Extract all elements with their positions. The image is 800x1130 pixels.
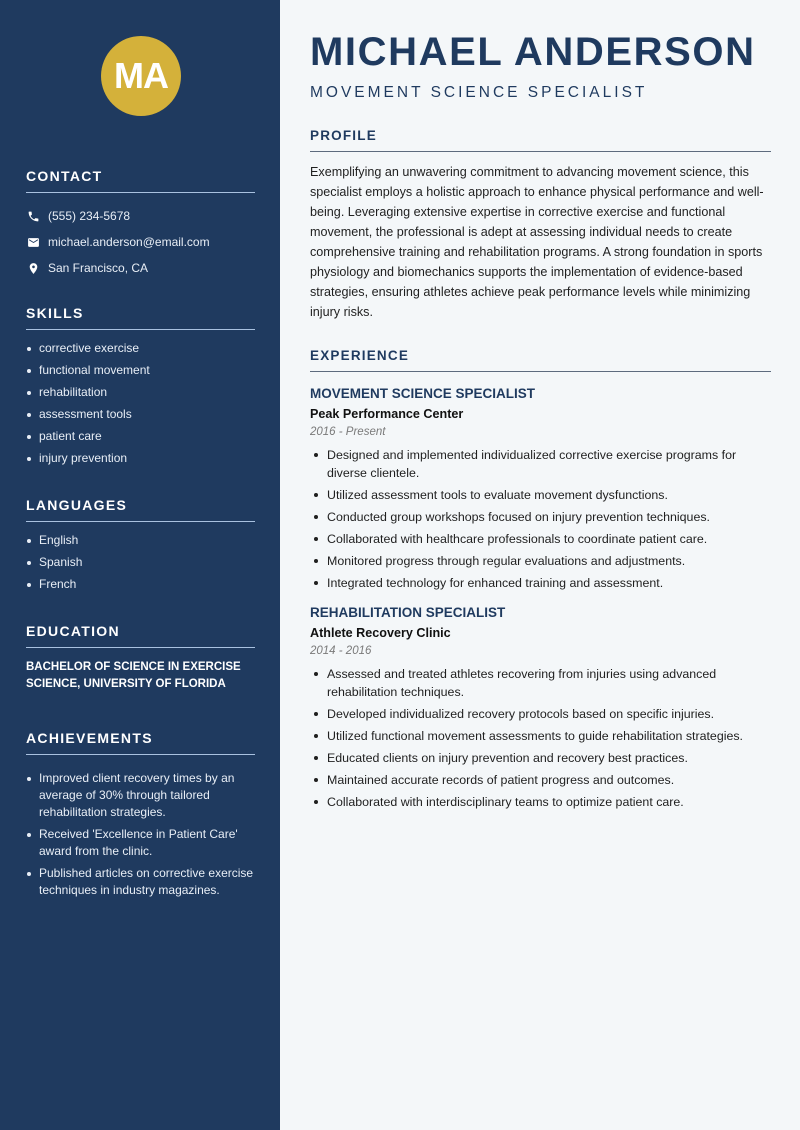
job-dates: 2014 - 2016 [310, 645, 372, 657]
avatar [101, 36, 181, 116]
job-bullet: Collaborated with interdisciplinary teams to optimize patient care. [310, 793, 771, 811]
contact-email [26, 229, 255, 255]
job-dates: 2016 - Present [310, 426, 386, 438]
sidebar [0, 0, 280, 1130]
contact-section [26, 168, 255, 281]
job-bullets [310, 446, 771, 592]
contact-email-value[interactable]: michael.anderson@email.com [48, 235, 210, 249]
section-heading: EDUCATION [26, 623, 255, 648]
languages-list [26, 532, 255, 593]
education-entry: BACHELOR OF SCIENCE IN EXERCISE SCIENCE, UNIVERSITY OF FLORIDA [26, 661, 241, 690]
achievements-section [26, 730, 255, 904]
language-item: English [26, 532, 255, 549]
section-heading: PROFILE [310, 128, 771, 152]
contact-location [26, 255, 255, 281]
job-bullet: Collaborated with healthcare professionals to coordinate patient care. [310, 530, 771, 548]
candidate-title: MOVEMENT SCIENCE SPECIALIST [310, 84, 648, 101]
job-entry [310, 605, 771, 811]
education-section [26, 623, 255, 693]
skill-item: corrective exercise [26, 340, 255, 357]
achievement-item: Published articles on corrective exercise techniques in industry magazines. [26, 865, 255, 899]
job-bullets [310, 665, 771, 811]
section-heading: LANGUAGES [26, 497, 255, 522]
job-bullet: Educated clients on injury prevention and recovery best practices. [310, 749, 771, 767]
phone-icon [26, 209, 40, 223]
skill-item: functional movement [26, 362, 255, 379]
email-icon [26, 235, 40, 249]
language-item: French [26, 576, 255, 593]
location-pin-icon [26, 261, 40, 275]
skills-list [26, 340, 255, 467]
achievement-item: Improved client recovery times by an average of 30% through tailored rehabilitation strategies. [26, 770, 255, 821]
candidate-name: MICHAEL ANDERSON [310, 30, 756, 74]
job-company: Athlete Recovery Clinic [310, 626, 451, 640]
languages-section [26, 497, 255, 598]
avatar-initials: MA [114, 55, 168, 96]
job-bullet: Utilized functional movement assessments to guide rehabilitation strategies. [310, 727, 771, 745]
language-item: Spanish [26, 554, 255, 571]
job-bullet: Conducted group workshops focused on injury prevention techniques. [310, 508, 771, 526]
job-company: Peak Performance Center [310, 407, 464, 421]
contact-phone-value[interactable]: (555) 234-5678 [48, 209, 131, 223]
achievement-item: Received 'Excellence in Patient Care' award from the clinic. [26, 826, 255, 860]
job-title: MOVEMENT SCIENCE SPECIALIST [310, 386, 536, 401]
section-heading: EXPERIENCE [310, 348, 771, 372]
section-heading: CONTACT [26, 168, 255, 193]
skill-item: rehabilitation [26, 384, 255, 401]
job-bullet: Designed and implemented individualized corrective exercise programs for diverse clientele. [310, 446, 771, 482]
profile-section [310, 128, 771, 322]
job-bullet: Developed individualized recovery protocols based on specific injuries. [310, 705, 771, 723]
job-bullet: Utilized assessment tools to evaluate movement dysfunctions. [310, 486, 771, 504]
job-entry [310, 386, 771, 592]
contact-phone [26, 203, 255, 229]
job-bullet: Monitored progress through regular evaluations and adjustments. [310, 552, 771, 570]
section-heading: SKILLS [26, 305, 255, 330]
skill-item: injury prevention [26, 450, 255, 467]
contact-list [26, 203, 255, 281]
section-heading: ACHIEVEMENTS [26, 730, 255, 755]
job-bullet: Assessed and treated athletes recovering from injuries using advanced rehabilitation techniques. [310, 665, 771, 701]
profile-text: Exemplifying an unwavering commitment to advancing movement science, this specialist employs a holistic approach to enhance physical performance and well-being. Leveraging extensive expertise in corrective exercise and functional movement, the professional is adept at assessing individual needs to create comprehensive training and rehabilitation programs. A strong foundation in sports physiology and biomechanics supports the implementation of evidence-based strategies, ensuring athletes achieve peak performance levels while minimizing injury risks. [310, 165, 764, 319]
experience-section [310, 348, 771, 815]
contact-location-value: San Francisco, CA [48, 261, 149, 275]
skill-item: assessment tools [26, 406, 255, 423]
job-bullet: Maintained accurate records of patient progress and outcomes. [310, 771, 771, 789]
achievements-list [26, 770, 255, 899]
skill-item: patient care [26, 428, 255, 445]
job-bullet: Integrated technology for enhanced training and assessment. [310, 574, 771, 592]
skills-section [26, 305, 255, 472]
job-title: REHABILITATION SPECIALIST [310, 605, 506, 620]
